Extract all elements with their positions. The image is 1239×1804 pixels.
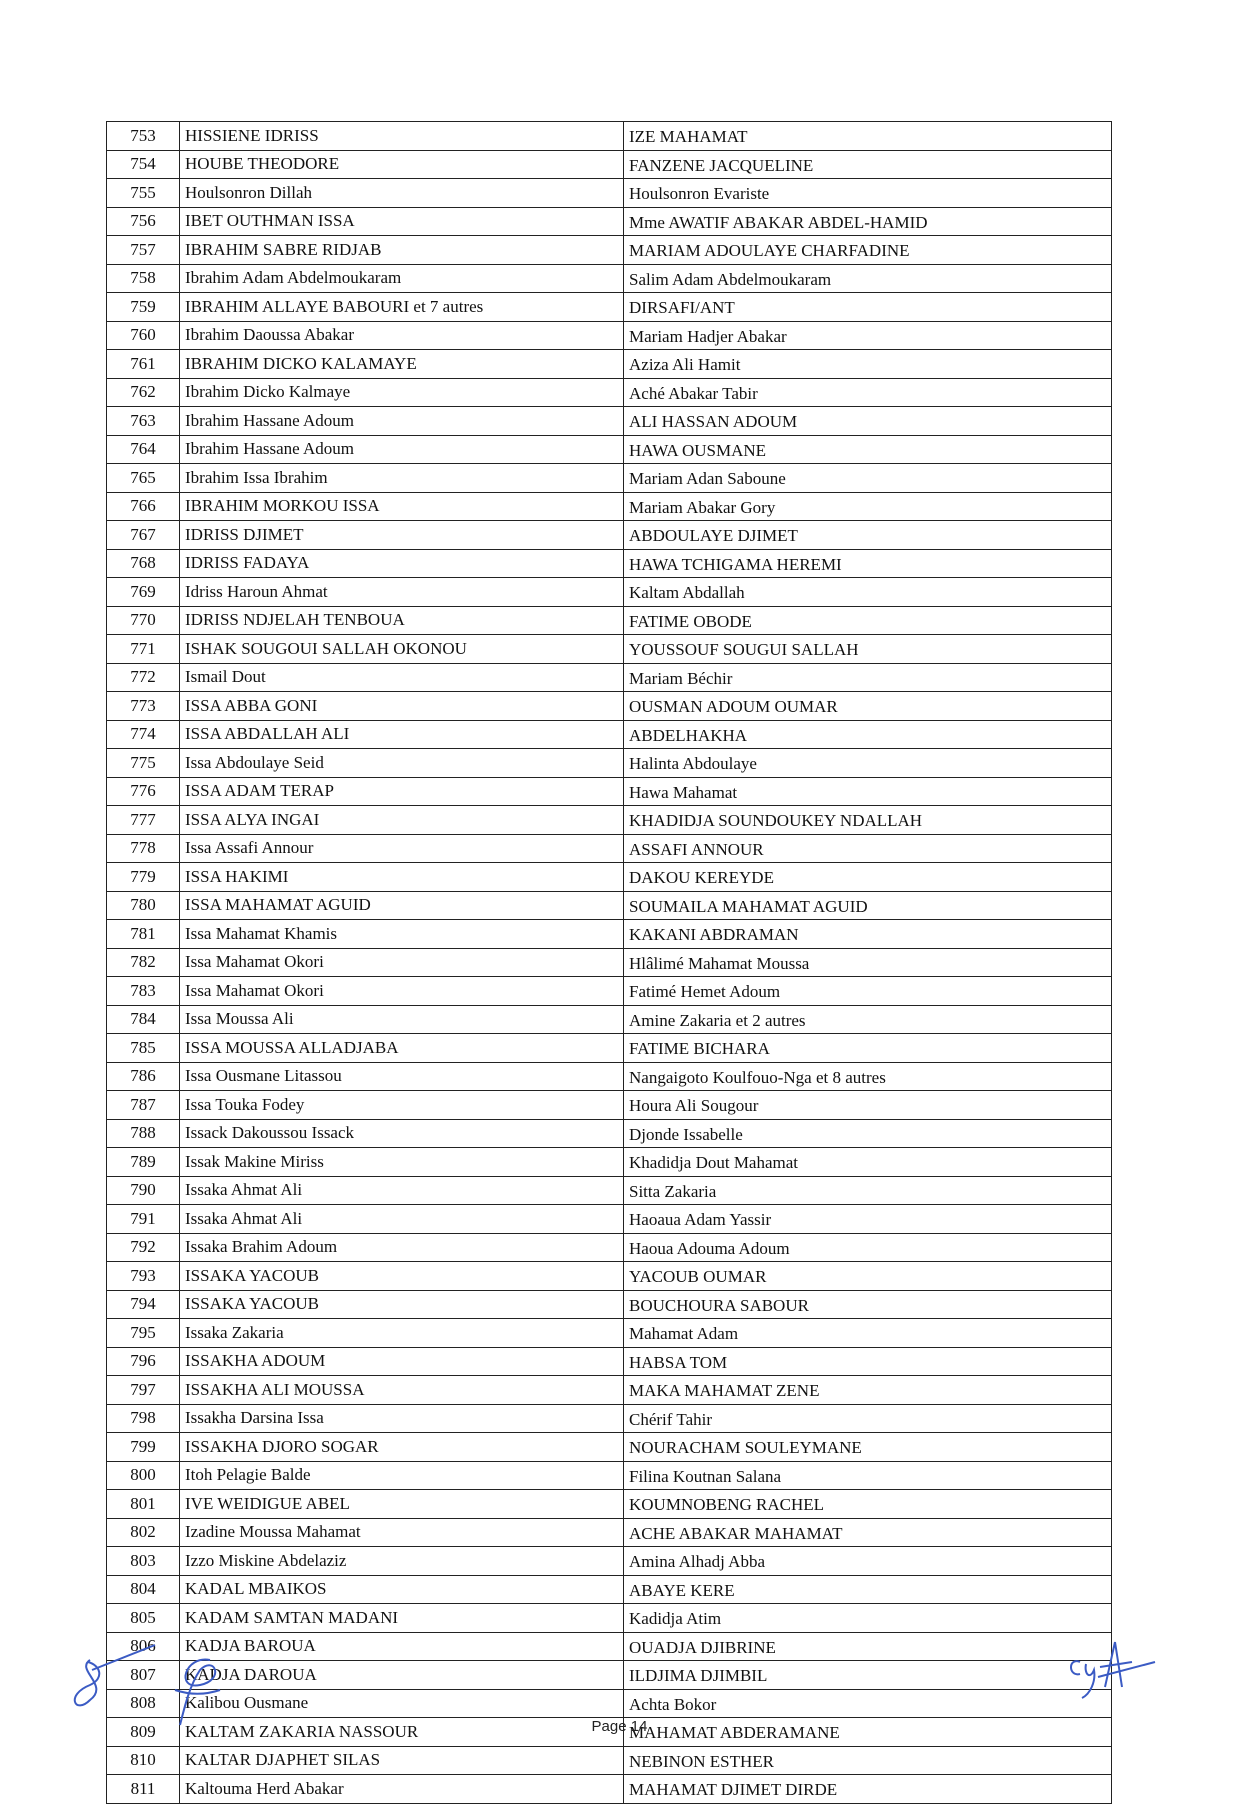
name-cell: IBET OUTHMAN ISSA [180,207,624,236]
row-number: 756 [107,207,180,236]
table-row [107,578,1112,607]
beneficiary-cell: ASSAFI ANNOUR [624,834,1112,863]
name-cell: Ibrahim Hassane Adoum [180,435,624,464]
beneficiary-cell: BOUCHOURA SABOUR [624,1290,1112,1319]
table-row [107,549,1112,578]
row-number: 777 [107,806,180,835]
row-number: 809 [107,1718,180,1747]
table-row [107,977,1112,1006]
name-cell: ISSA ABDALLAH ALI [180,720,624,749]
row-number: 768 [107,549,180,578]
table-row [107,1575,1112,1604]
row-number: 755 [107,179,180,208]
row-number: 786 [107,1062,180,1091]
row-number: 758 [107,264,180,293]
table-row [107,806,1112,835]
table-row [107,1062,1112,1091]
name-cell: Kaltouma Herd Abakar [180,1775,624,1804]
table-row [107,834,1112,863]
row-number: 783 [107,977,180,1006]
row-number: 776 [107,777,180,806]
name-cell: Issaka Ahmat Ali [180,1176,624,1205]
beneficiary-cell: YOUSSOUF SOUGUI SALLAH [624,635,1112,664]
table-row [107,1233,1112,1262]
beneficiary-cell: Achta Bokor [624,1689,1112,1718]
beneficiary-cell: MARIAM ADOULAYE CHARFADINE [624,236,1112,265]
table-row [107,236,1112,265]
table-row [107,1148,1112,1177]
row-number: 787 [107,1091,180,1120]
beneficiary-cell: HAWA OUSMANE [624,435,1112,464]
row-number: 792 [107,1233,180,1262]
name-cell: Issack Dakoussou Issack [180,1119,624,1148]
name-cell: ISHAK SOUGOUI SALLAH OKONOU [180,635,624,664]
beneficiary-cell: MAHAMAT ABDERAMANE [624,1718,1112,1747]
row-number: 807 [107,1661,180,1690]
row-number: 793 [107,1262,180,1291]
beneficiary-cell: Mariam Béchir [624,663,1112,692]
beneficiary-cell: NEBINON ESTHER [624,1746,1112,1775]
table-row [107,663,1112,692]
beneficiary-cell: ALI HASSAN ADOUM [624,407,1112,436]
name-cell: Ibrahim Daoussa Abakar [180,321,624,350]
row-number: 772 [107,663,180,692]
table-row [107,1176,1112,1205]
name-cell: Issa Mahamat Okori [180,948,624,977]
name-cell: ISSAKHA ALI MOUSSA [180,1376,624,1405]
row-number: 766 [107,492,180,521]
beneficiary-cell: Nangaigoto Koulfouo-Nga et 8 autres [624,1062,1112,1091]
name-cell: Issaka Brahim Adoum [180,1233,624,1262]
row-number: 795 [107,1319,180,1348]
row-number: 764 [107,435,180,464]
name-cell: Ismail Dout [180,663,624,692]
name-cell: ISSA HAKIMI [180,863,624,892]
beneficiary-cell: Hawa Mahamat [624,777,1112,806]
beneficiary-cell: DIRSAFI/ANT [624,293,1112,322]
beneficiary-cell: Halinta Abdoulaye [624,749,1112,778]
name-cell: ISSAKHA ADOUM [180,1347,624,1376]
table-row [107,1404,1112,1433]
table-row [107,321,1112,350]
beneficiary-cell: Hlâlimé Mahamat Moussa [624,948,1112,977]
name-cell: IVE WEIDIGUE ABEL [180,1490,624,1519]
row-number: 754 [107,150,180,179]
name-cell: Kalibou Ousmane [180,1689,624,1718]
table-row [107,293,1112,322]
name-cell: IBRAHIM ALLAYE BABOURI et 7 autres [180,293,624,322]
table-row [107,264,1112,293]
beneficiary-cell: HAWA TCHIGAMA HEREMI [624,549,1112,578]
name-cell: Issa Touka Fodey [180,1091,624,1120]
table-row [107,1547,1112,1576]
row-number: 788 [107,1119,180,1148]
beneficiary-cell: Haoua Adouma Adoum [624,1233,1112,1262]
beneficiary-cell: MAHAMAT DJIMET DIRDE [624,1775,1112,1804]
table-row [107,1034,1112,1063]
beneficiary-cell: Amine Zakaria et 2 autres [624,1005,1112,1034]
row-number: 763 [107,407,180,436]
row-number: 774 [107,720,180,749]
row-number: 753 [107,122,180,151]
row-number: 800 [107,1461,180,1490]
row-number: 802 [107,1518,180,1547]
table-row [107,1490,1112,1519]
beneficiary-cell: Mariam Abakar Gory [624,492,1112,521]
beneficiary-cell: FANZENE JACQUELINE [624,150,1112,179]
name-cell: HISSIENE IDRISS [180,122,624,151]
beneficiary-cell: Khadidja Dout Mahamat [624,1148,1112,1177]
row-number: 799 [107,1433,180,1462]
table-row [107,1632,1112,1661]
records-table [106,121,1112,1804]
beneficiary-cell: MAKA MAHAMAT ZENE [624,1376,1112,1405]
name-cell: Issa Moussa Ali [180,1005,624,1034]
name-cell: ISSA ADAM TERAP [180,777,624,806]
beneficiary-cell: ABDOULAYE DJIMET [624,521,1112,550]
table-row [107,606,1112,635]
row-number: 784 [107,1005,180,1034]
records-table-body [107,122,1112,1804]
name-cell: KADJA BAROUA [180,1632,624,1661]
row-number: 778 [107,834,180,863]
beneficiary-cell: NOURACHAM SOULEYMANE [624,1433,1112,1462]
name-cell: Itoh Pelagie Balde [180,1461,624,1490]
table-row [107,150,1112,179]
table-row [107,1091,1112,1120]
name-cell: ISSAKHA DJORO SOGAR [180,1433,624,1462]
row-number: 798 [107,1404,180,1433]
name-cell: IBRAHIM SABRE RIDJAB [180,236,624,265]
row-number: 782 [107,948,180,977]
name-cell: Issakha Darsina Issa [180,1404,624,1433]
beneficiary-cell: Aché Abakar Tabir [624,378,1112,407]
name-cell: Issa Assafi Annour [180,834,624,863]
row-number: 811 [107,1775,180,1804]
table-row [107,207,1112,236]
row-number: 769 [107,578,180,607]
table-row [107,1461,1112,1490]
name-cell: Issa Abdoulaye Seid [180,749,624,778]
beneficiary-cell: Kadidja Atim [624,1604,1112,1633]
table-row [107,720,1112,749]
name-cell: ISSAKA YACOUB [180,1290,624,1319]
row-number: 770 [107,606,180,635]
name-cell: ISSA MAHAMAT AGUID [180,891,624,920]
row-number: 796 [107,1347,180,1376]
beneficiary-cell: ABAYE KERE [624,1575,1112,1604]
row-number: 806 [107,1632,180,1661]
beneficiary-cell: Chérif Tahir [624,1404,1112,1433]
beneficiary-cell: Mme AWATIF ABAKAR ABDEL-HAMID [624,207,1112,236]
row-number: 791 [107,1205,180,1234]
row-number: 789 [107,1148,180,1177]
row-number: 803 [107,1547,180,1576]
beneficiary-cell: Aziza Ali Hamit [624,350,1112,379]
beneficiary-cell: HABSA TOM [624,1347,1112,1376]
table-row [107,1119,1112,1148]
beneficiary-cell: ABDELHAKHA [624,720,1112,749]
table-row [107,1661,1112,1690]
name-cell: ISSA ALYA INGAI [180,806,624,835]
name-cell: IDRISS DJIMET [180,521,624,550]
beneficiary-cell: KAKANI ABDRAMAN [624,920,1112,949]
name-cell: KALTAM ZAKARIA NASSOUR [180,1718,624,1747]
row-number: 779 [107,863,180,892]
beneficiary-cell: Mahamat Adam [624,1319,1112,1348]
table-row [107,378,1112,407]
table-row [107,1433,1112,1462]
table-row [107,863,1112,892]
beneficiary-cell: ILDJIMA DJIMBIL [624,1661,1112,1690]
row-number: 780 [107,891,180,920]
name-cell: Houlsonron Dillah [180,179,624,208]
beneficiary-cell: Haoaua Adam Yassir [624,1205,1112,1234]
name-cell: ISSAKA YACOUB [180,1262,624,1291]
beneficiary-cell: Houra Ali Sougour [624,1091,1112,1120]
table-row [107,1376,1112,1405]
row-number: 771 [107,635,180,664]
beneficiary-cell: KHADIDJA SOUNDOUKEY NDALLAH [624,806,1112,835]
name-cell: HOUBE THEODORE [180,150,624,179]
name-cell: ISSA ABBA GONI [180,692,624,721]
name-cell: Ibrahim Adam Abdelmoukaram [180,264,624,293]
beneficiary-cell: Mariam Hadjer Abakar [624,321,1112,350]
beneficiary-cell: Sitta Zakaria [624,1176,1112,1205]
beneficiary-cell: Fatimé Hemet Adoum [624,977,1112,1006]
row-number: 775 [107,749,180,778]
name-cell: ISSA MOUSSA ALLADJABA [180,1034,624,1063]
name-cell: Idriss Haroun Ahmat [180,578,624,607]
beneficiary-cell: KOUMNOBENG RACHEL [624,1490,1112,1519]
table-row [107,350,1112,379]
table-row [107,749,1112,778]
row-number: 765 [107,464,180,493]
row-number: 794 [107,1290,180,1319]
table-row [107,948,1112,977]
row-number: 790 [107,1176,180,1205]
beneficiary-cell: Salim Adam Abdelmoukaram [624,264,1112,293]
table-row [107,435,1112,464]
table-row [107,1290,1112,1319]
beneficiary-cell: DAKOU KEREYDE [624,863,1112,892]
name-cell: KADJA DAROUA [180,1661,624,1690]
table-row [107,122,1112,151]
table-row [107,1604,1112,1633]
name-cell: Izzo Miskine Abdelaziz [180,1547,624,1576]
name-cell: IBRAHIM DICKO KALAMAYE [180,350,624,379]
name-cell: Issa Mahamat Okori [180,977,624,1006]
beneficiary-cell: YACOUB OUMAR [624,1262,1112,1291]
table-row [107,1689,1112,1718]
beneficiary-cell: OUSMAN ADOUM OUMAR [624,692,1112,721]
name-cell: KALTAR DJAPHET SILAS [180,1746,624,1775]
row-number: 762 [107,378,180,407]
table-row [107,464,1112,493]
table-row [107,891,1112,920]
row-number: 781 [107,920,180,949]
beneficiary-cell: FATIME BICHARA [624,1034,1112,1063]
row-number: 760 [107,321,180,350]
table-row [107,1005,1112,1034]
table-row [107,1746,1112,1775]
signature-left-1 [70,1640,160,1720]
row-number: 785 [107,1034,180,1063]
table-row [107,635,1112,664]
beneficiary-cell: Filina Koutnan Salana [624,1461,1112,1490]
row-number: 797 [107,1376,180,1405]
table-row [107,492,1112,521]
table-row [107,777,1112,806]
name-cell: Ibrahim Dicko Kalmaye [180,378,624,407]
name-cell: Issaka Zakaria [180,1319,624,1348]
table-row [107,692,1112,721]
row-number: 805 [107,1604,180,1633]
table-row [107,407,1112,436]
name-cell: Ibrahim Issa Ibrahim [180,464,624,493]
beneficiary-cell: OUADJA DJIBRINE [624,1632,1112,1661]
table-row [107,1262,1112,1291]
name-cell: Issak Makine Miriss [180,1148,624,1177]
row-number: 801 [107,1490,180,1519]
table-row [107,1205,1112,1234]
table-row [107,1347,1112,1376]
name-cell: Issa Mahamat Khamis [180,920,624,949]
name-cell: Issaka Ahmat Ali [180,1205,624,1234]
table-row [107,179,1112,208]
beneficiary-cell: ACHE ABAKAR MAHAMAT [624,1518,1112,1547]
beneficiary-cell: Amina Alhadj Abba [624,1547,1112,1576]
beneficiary-cell: Mariam Adan Saboune [624,464,1112,493]
beneficiary-cell: IZE MAHAMAT [624,122,1112,151]
beneficiary-cell: FATIME OBODE [624,606,1112,635]
name-cell: IBRAHIM MORKOU ISSA [180,492,624,521]
row-number: 804 [107,1575,180,1604]
signature-right [1060,1632,1160,1702]
row-number: 759 [107,293,180,322]
name-cell: KADAM SAMTAN MADANI [180,1604,624,1633]
table-row [107,1518,1112,1547]
beneficiary-cell: Kaltam Abdallah [624,578,1112,607]
beneficiary-cell: SOUMAILA MAHAMAT AGUID [624,891,1112,920]
table-row [107,521,1112,550]
table-row [107,920,1112,949]
name-cell: IDRISS FADAYA [180,549,624,578]
row-number: 757 [107,236,180,265]
beneficiary-cell: Houlsonron Evariste [624,179,1112,208]
row-number: 767 [107,521,180,550]
row-number: 808 [107,1689,180,1718]
row-number: 810 [107,1746,180,1775]
row-number: 773 [107,692,180,721]
table-row [107,1319,1112,1348]
table-row [107,1775,1112,1804]
name-cell: KADAL MBAIKOS [180,1575,624,1604]
row-number: 761 [107,350,180,379]
name-cell: Ibrahim Hassane Adoum [180,407,624,436]
name-cell: Izadine Moussa Mahamat [180,1518,624,1547]
name-cell: Issa Ousmane Litassou [180,1062,624,1091]
beneficiary-cell: Djonde Issabelle [624,1119,1112,1148]
name-cell: IDRISS NDJELAH TENBOUA [180,606,624,635]
page-number: Page 14 [591,1718,648,1735]
